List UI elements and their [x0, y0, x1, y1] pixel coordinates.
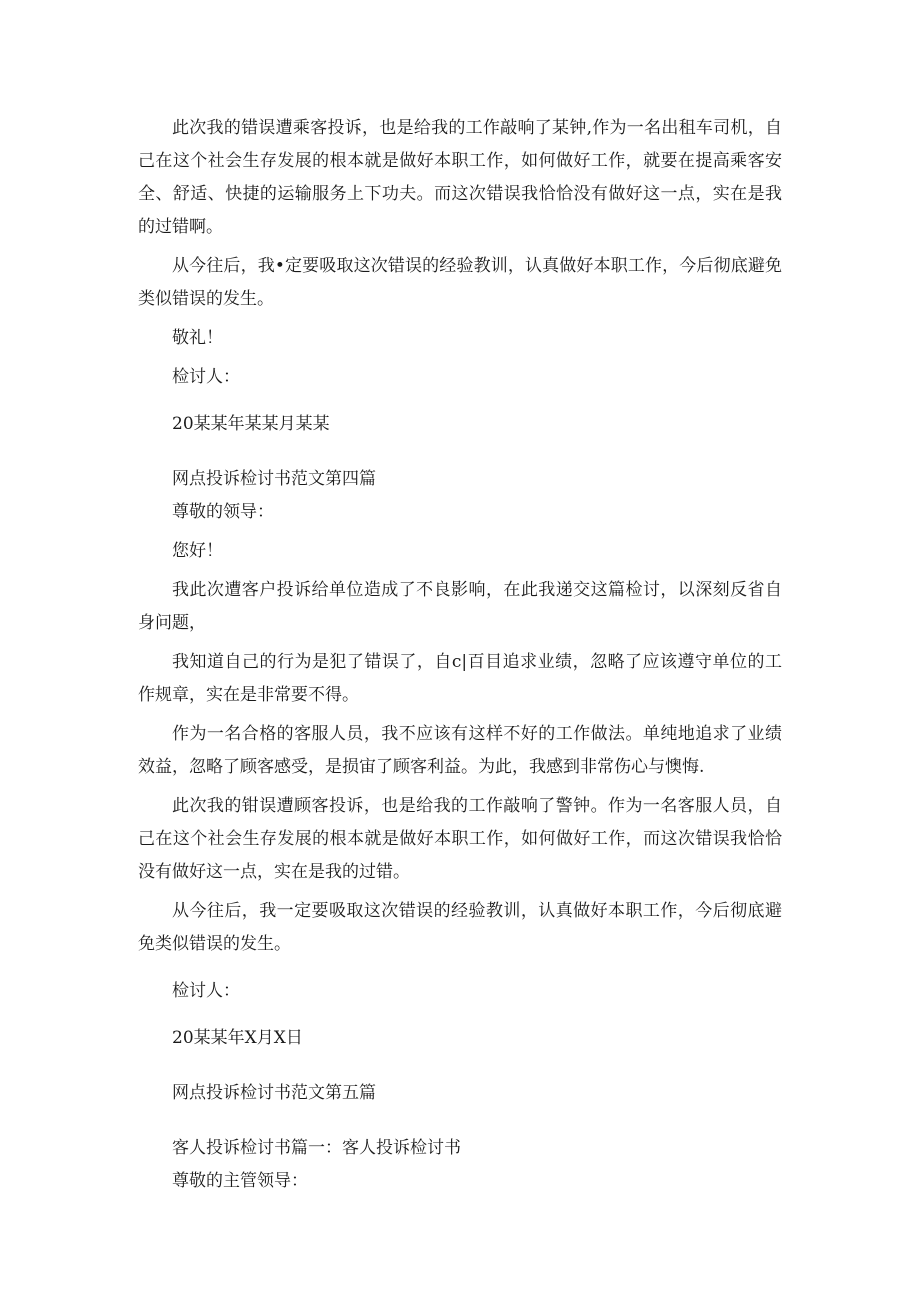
paragraph-7: 从今往后，我一定要吸取这次错误的经验教训，认真做好本职工作，今后彻底避免类似错误的发生。: [138, 901, 782, 954]
paragraph-5: 作为一名合格的客服人员，我不应该有这样不好的工作做法。单纯地追求了业绩效益，忽略了顾客感受，是损宙了顾客利益。为此，我感到非常伤心与懊悔.: [138, 724, 782, 777]
paragraph-6: 此次我的钳误遭顾客投诉，也是给我的工作敲响了警钟。作为一名客服人员，自己在这个社会生存发展的根本就是做好本职工作，如何做好工作，而这次错误我恰恰没有做好这一点，实在是我的过错。: [138, 796, 782, 882]
greeting-hello: 您好！: [172, 541, 223, 561]
paragraph-2: 从今往后，我•定要吸取这次错误的经验教训，认真做好本职工作，今后彻底避免类似错误的发生。: [138, 256, 782, 309]
section-heading-4: 网点投诉检讨书范文第四篇: [172, 469, 376, 489]
paragraph-4: 我知道自己的行为是犯了错误了，自c|百目追求业绩，忽略了应该遵守单位的工作规章，实在是非常要不得。: [138, 652, 782, 705]
section-heading-5: 网点投诉检讨书范文第五篇: [172, 1083, 376, 1103]
date-line: 20某某年某某月某某: [172, 414, 330, 434]
greeting-recipient: 尊敬的领导：: [172, 502, 274, 522]
subtitle-line: 客人投诉检讨书篇一：客人投诉检讨书: [172, 1138, 461, 1158]
date-line-2: 20某某年X月X日: [172, 1028, 303, 1048]
closing-salute: 敬礼！: [172, 328, 223, 348]
document-page: [138, 112, 782, 1198]
paragraph-3: 我此次遭客户投诉给单位造成了不良影响，在此我递交这篇检讨，以深刻反省自身问题，: [138, 580, 782, 633]
paragraph-1: 此次我的错误遭乘客投诉，也是给我的工作敲响了某钟,作为一名出租车司机，自己在这个社会生存发展的根本就是做好本职工作，如何做好工作，就要在提高乘客安全、舒适、快捷的运输服务上下功夫。而这次错误我恰恰没有做好这一点，实在是我的过错啊。: [138, 118, 782, 237]
signature-label-2: 检讨人：: [172, 981, 240, 1001]
signature-label: 检讨人：: [172, 367, 240, 387]
greeting-supervisor: 尊敬的主管领导：: [172, 1171, 308, 1191]
